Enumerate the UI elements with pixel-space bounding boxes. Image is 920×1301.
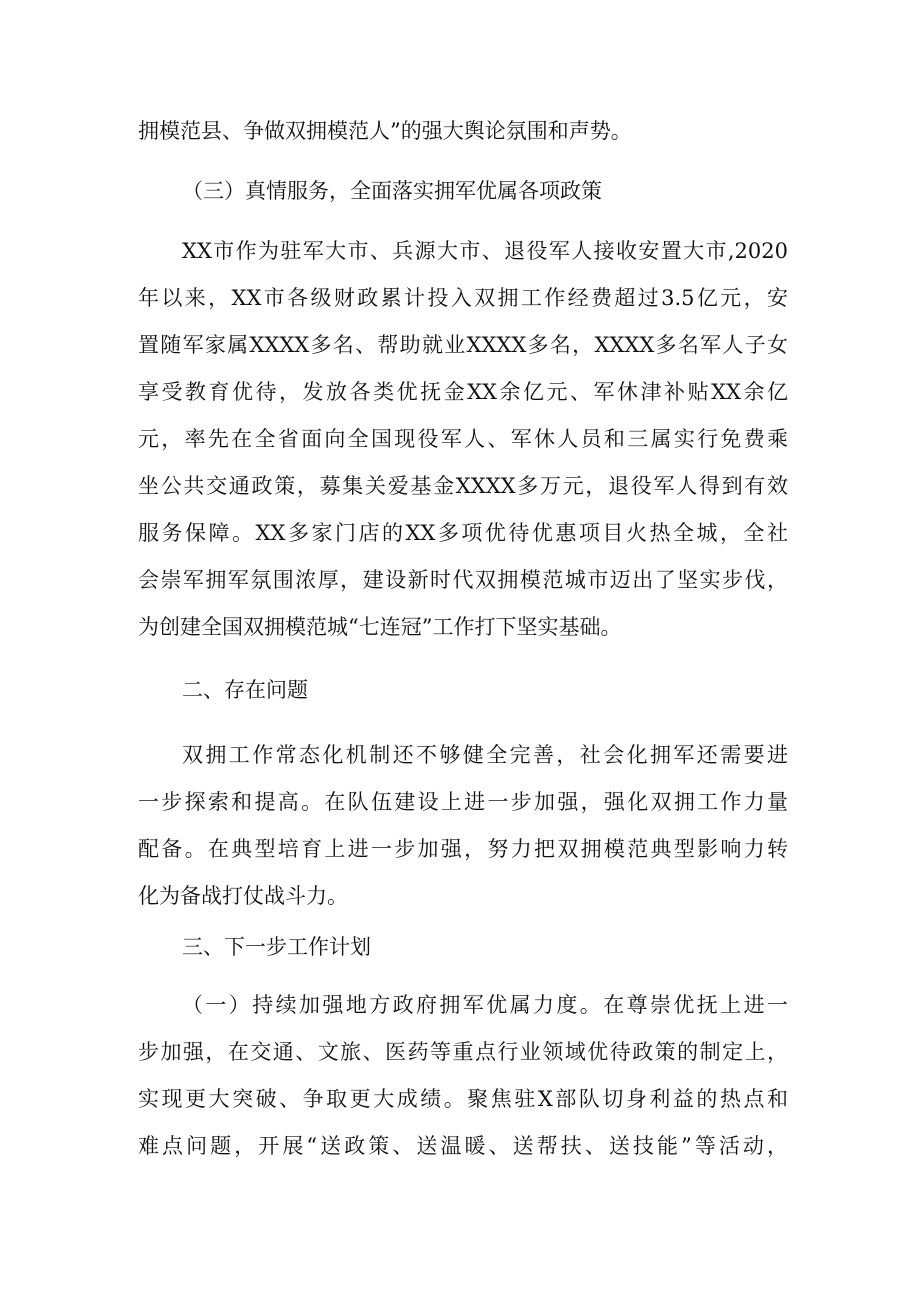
body-text-line: 化为备战打仗战斗力。 (138, 884, 348, 908)
body-text-line: 会崇军拥军氛围浓厚，建设新时代双拥模范城市迈出了坚实步伐， (138, 568, 788, 592)
section-heading: 三、下一步工作计划 (182, 935, 371, 959)
section-heading: （三）真情服务，全面落实拥军优属各项政策 (182, 179, 602, 203)
body-text-line: 步加强，在交通、文旅、医药等重点行业领域优待政策的制定上， (138, 1040, 788, 1064)
body-text-line: XX市作为驻军大市、兵源大市、退役军人接收安置大市,2020 (182, 239, 788, 263)
body-text-line: 拥模范县、争做双拥模范人”的强大舆论氛围和声势。 (138, 119, 632, 143)
body-text-line: 难点问题，开展“送政策、送温暖、送帮扶、送技能”等活动， (138, 1134, 788, 1158)
body-text-line: 实现更大突破、争取更大成绩。聚焦驻X部队切身利益的热点和 (138, 1087, 788, 1111)
body-text-line: 置随军家属XXXX多名、帮助就业XXXX多名，XXXX多名军人子女 (138, 333, 788, 357)
body-text-line: 元，率先在全省面向全国现役军人、军休人员和三属实行免费乘 (138, 427, 788, 451)
body-text-line: 坐公共交通政策，募集关爱基金XXXX多万元，退役军人得到有效 (138, 474, 788, 498)
section-heading: 二、存在问题 (182, 678, 308, 702)
body-text-line: 配备。在典型培育上进一步加强，努力把双拥模范典型影响力转 (138, 837, 788, 861)
body-text-line: （一）持续加强地方政府拥军优属力度。在尊崇优抚上进一 (182, 993, 788, 1017)
body-text-line: 为创建全国双拥模范城“七连冠”工作打下坚实基础。 (138, 615, 622, 639)
body-text-line: 双拥工作常态化机制还不够健全完善，社会化拥军还需要进 (182, 743, 788, 767)
body-text-line: 年以来，XX市各级财政累计投入双拥工作经费超过3.5亿元，安 (138, 286, 788, 310)
body-text-line: 服务保障。XX多家门店的XX多项优待优惠项目火热全城，全社 (138, 521, 788, 545)
body-text-line: 享受教育优待，发放各类优抚金XX余亿元、军休津补贴XX余亿 (138, 380, 788, 404)
body-text-line: 一步探索和提高。在队伍建设上进一步加强，强化双拥工作力量 (138, 790, 788, 814)
